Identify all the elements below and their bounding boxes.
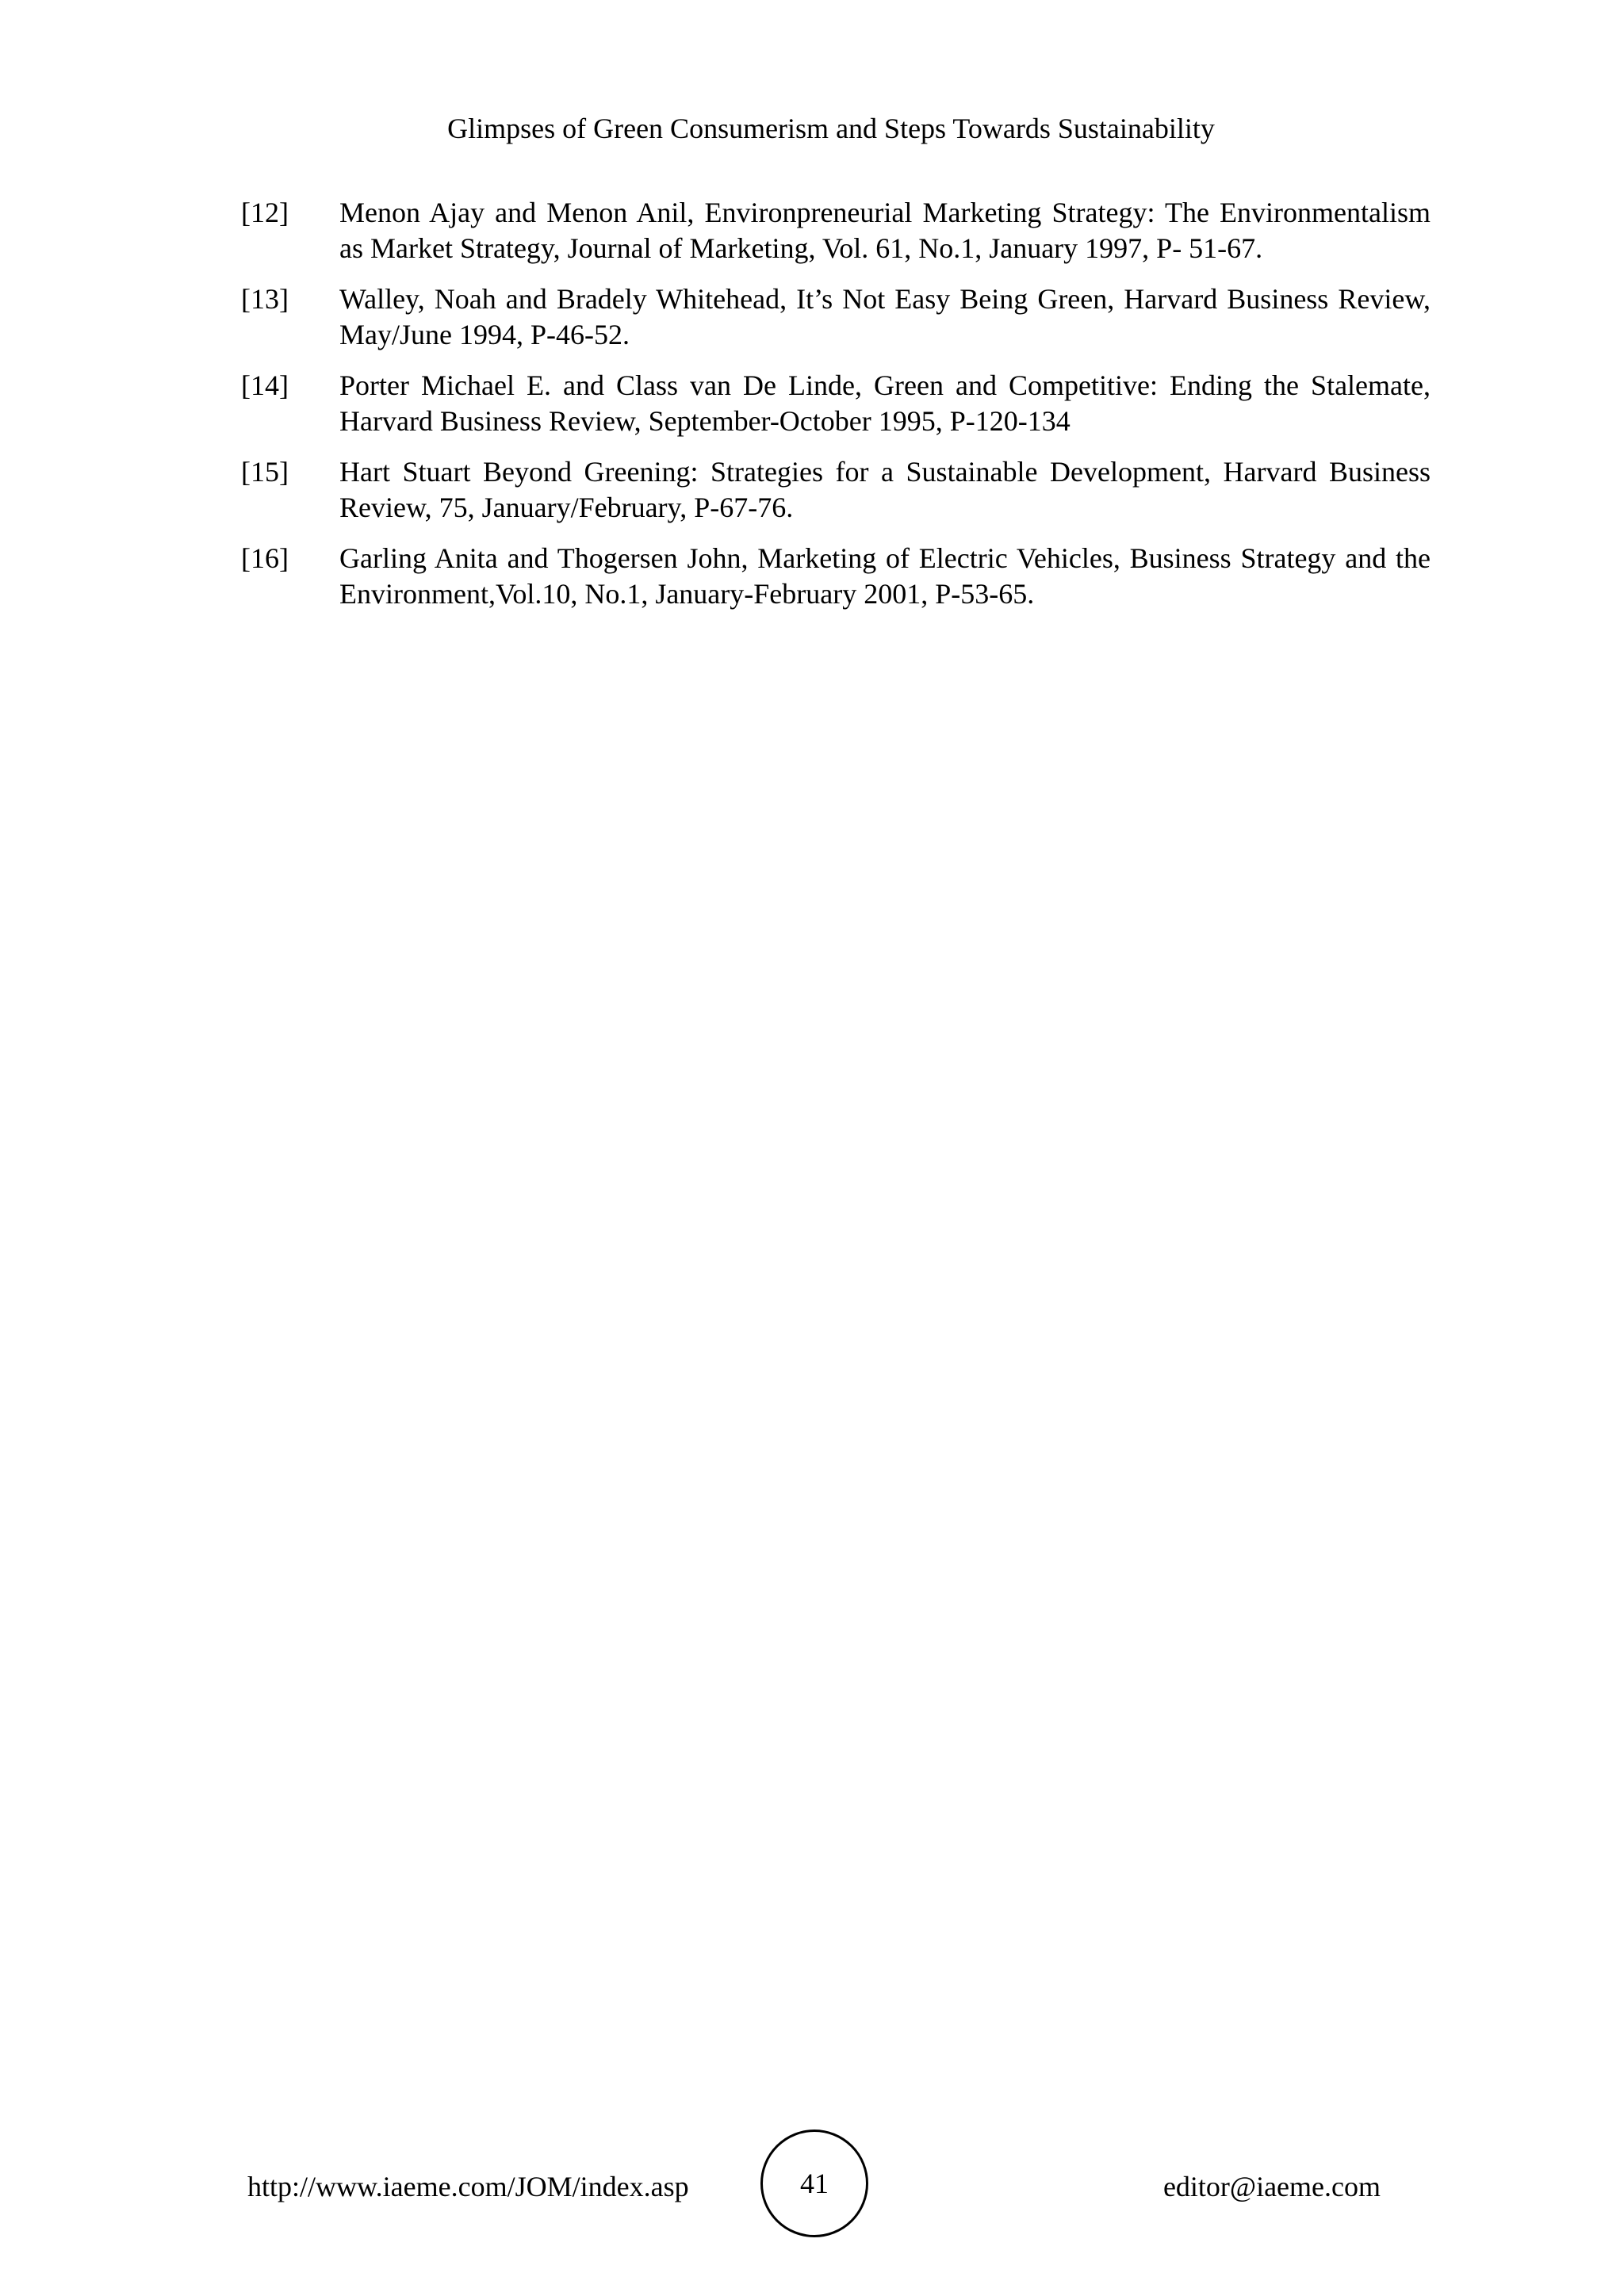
page-footer (0, 2130, 1624, 2241)
footer-email-link[interactable]: editor@iaeme.com (1162, 2171, 1381, 2202)
running-header: Glimpses of Green Consumerism and Steps Towards Sustainability (447, 113, 1215, 144)
reference-item (241, 454, 1431, 525)
reference-text: Menon Ajay and Menon Anil, Environpreneurial Marketing Strategy: The Environmentalism as Market Strategy, Journal of Marketing, Vol. 61, No.1, January 1997, P- 51-67. (339, 197, 1431, 264)
footer-url-link[interactable]: http://www.iaeme.com/JOM/index.asp (247, 2171, 689, 2202)
reference-number: [16] (241, 542, 289, 574)
reference-number: [13] (241, 283, 289, 315)
reference-number: [15] (241, 456, 289, 488)
reference-list (241, 195, 1431, 627)
reference-item (241, 368, 1431, 438)
page-number-badge: 41 (760, 2130, 868, 2237)
reference-text: Hart Stuart Beyond Greening: Strategies for a Sustainable Development, Harvard Business Review, 75, January/February, P-67-76. (339, 456, 1431, 523)
reference-number: [12] (241, 197, 289, 228)
reference-item (241, 541, 1431, 611)
reference-item (241, 281, 1431, 352)
reference-item (241, 195, 1431, 266)
reference-text: Porter Michael E. and Class van De Linde, Green and Competitive: Ending the Stalemate, Harvard Business Review, September-October 1995, P-120-134 (339, 369, 1431, 437)
reference-text: Garling Anita and Thogersen John, Marketing of Electric Vehicles, Business Strategy and the Environment,Vol.10, No.1, January-February 2001, P-53-65. (339, 542, 1431, 610)
reference-text: Walley, Noah and Bradely Whitehead, It’s Not Easy Being Green, Harvard Business Review, May/June 1994, P-46-52. (339, 283, 1431, 350)
reference-number: [14] (241, 369, 289, 401)
